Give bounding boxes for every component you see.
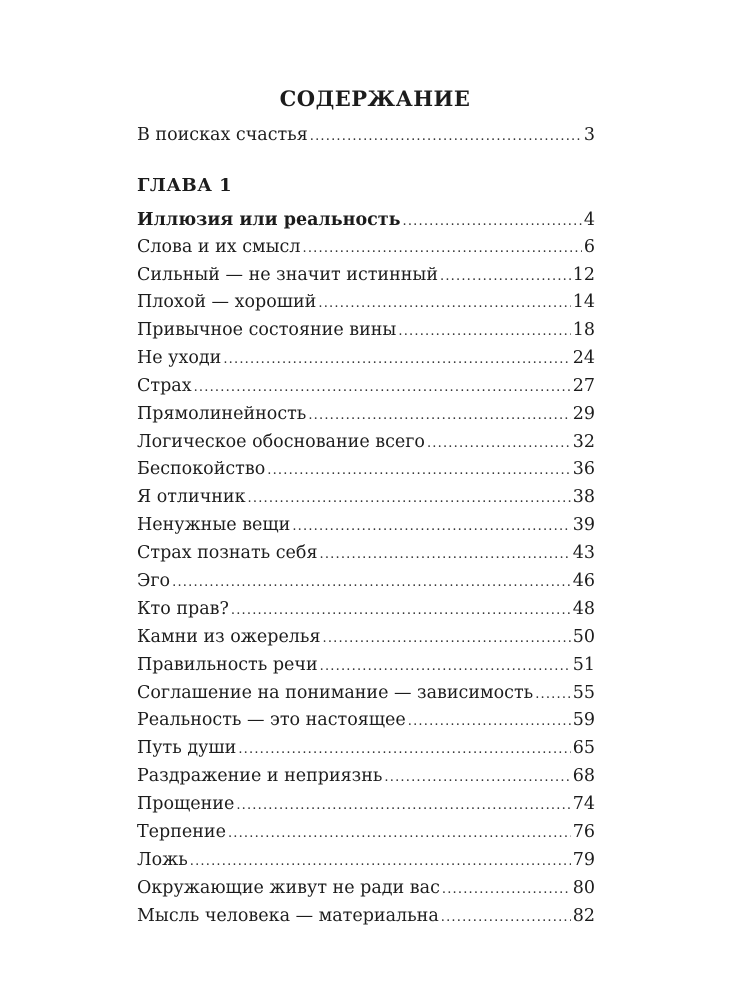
dot-leader bbox=[223, 346, 570, 373]
toc-entry-page: 3 bbox=[583, 125, 595, 145]
toc-entry bbox=[137, 289, 595, 316]
toc-entry-page: 46 bbox=[572, 571, 595, 591]
dot-leader bbox=[194, 374, 571, 401]
toc-entry bbox=[137, 624, 595, 651]
toc-entry-page: 4 bbox=[583, 210, 595, 230]
dot-leader bbox=[320, 541, 571, 568]
toc-entry-page: 14 bbox=[572, 292, 595, 312]
toc-entry bbox=[137, 262, 595, 289]
toc-entry-page: 51 bbox=[572, 655, 595, 675]
toc-entry-label: Правильность речи bbox=[137, 655, 318, 675]
dot-leader bbox=[267, 457, 570, 484]
toc-entry-page: 43 bbox=[572, 543, 595, 563]
toc-entry-page: 68 bbox=[572, 766, 595, 786]
toc-entry bbox=[137, 317, 595, 344]
dot-leader bbox=[403, 208, 582, 235]
dot-leader bbox=[535, 681, 571, 708]
toc-entry-page: 32 bbox=[572, 432, 595, 452]
dot-leader bbox=[408, 708, 571, 735]
toc-entry bbox=[137, 819, 595, 846]
toc-entry-label: Раздражение и неприязнь bbox=[137, 766, 383, 786]
toc-entry-page: 80 bbox=[572, 878, 595, 898]
toc-entry-label: Не уходи bbox=[137, 348, 222, 368]
toc-entry-label: Слова и их смысл bbox=[137, 237, 301, 257]
toc-entry-label: Беспокойство bbox=[137, 459, 266, 479]
toc-entry-label: Камни из ожерелья bbox=[137, 627, 321, 647]
dot-leader bbox=[292, 513, 570, 540]
toc-entry-page: 18 bbox=[572, 320, 595, 340]
toc-entry bbox=[137, 875, 595, 902]
toc-entry bbox=[137, 512, 595, 539]
toc-entry-label: Логическое обоснование всего bbox=[137, 432, 425, 452]
toc-entry-page: 59 bbox=[572, 710, 595, 730]
toc-entry-label: Плохой — хороший bbox=[137, 292, 317, 312]
dot-leader bbox=[236, 792, 570, 819]
toc-entry bbox=[137, 207, 595, 234]
toc-entry-label: Путь души bbox=[137, 738, 237, 758]
dot-leader bbox=[442, 876, 571, 903]
dot-leader bbox=[248, 485, 571, 512]
toc-entry-page: 38 bbox=[572, 487, 595, 507]
toc-entry bbox=[137, 456, 595, 483]
toc-entry-page: 48 bbox=[572, 599, 595, 619]
toc-entry bbox=[137, 735, 595, 762]
toc-entry-label: Страх bbox=[137, 376, 192, 396]
toc-entry-page: 79 bbox=[572, 850, 595, 870]
toc-entry bbox=[137, 903, 595, 930]
toc-entry bbox=[137, 707, 595, 734]
toc-entry-label: В поисках счастья bbox=[137, 125, 308, 145]
toc-entry-label: Терпение bbox=[137, 822, 226, 842]
toc-entry bbox=[137, 373, 595, 400]
dot-leader bbox=[398, 318, 570, 345]
toc-entry-label: Эго bbox=[137, 571, 171, 591]
toc-entry bbox=[137, 484, 595, 511]
dot-leader bbox=[172, 569, 571, 596]
dot-leader bbox=[310, 123, 582, 150]
toc-entry bbox=[137, 680, 595, 707]
toc-entry-label: Привычное состояние вины bbox=[137, 320, 397, 340]
dot-leader bbox=[440, 263, 571, 290]
toc-entry bbox=[137, 763, 595, 790]
toc-entry bbox=[137, 429, 595, 456]
toc-entry bbox=[137, 401, 595, 428]
toc-entry bbox=[137, 652, 595, 679]
toc-entry-label: Сильный — не значит истинный bbox=[137, 265, 439, 285]
dot-leader bbox=[323, 625, 571, 652]
toc-entry bbox=[137, 791, 595, 818]
dot-leader bbox=[427, 430, 571, 457]
toc-entry-label: Окружающие живут не ради вас bbox=[137, 878, 440, 898]
chapter-heading: ГЛАВА 1 bbox=[137, 175, 233, 196]
dot-leader bbox=[190, 848, 571, 875]
toc-entry-page: 65 bbox=[572, 738, 595, 758]
toc-entry-label: Соглашение на понимание — зависимость bbox=[137, 683, 534, 703]
page-title: СОДЕРЖАНИЕ bbox=[279, 86, 471, 111]
toc-entry-page: 12 bbox=[572, 265, 595, 285]
toc-entry bbox=[137, 596, 595, 623]
toc-entry-label: Прямолинейность bbox=[137, 404, 307, 424]
toc-entry-label: Прощение bbox=[137, 794, 235, 814]
toc-entry-page: 6 bbox=[583, 237, 595, 257]
toc-entry-page: 55 bbox=[572, 683, 595, 703]
dot-leader bbox=[320, 653, 571, 680]
dot-leader bbox=[441, 904, 571, 931]
dot-leader bbox=[302, 235, 581, 262]
toc-entry bbox=[137, 540, 595, 567]
toc-entry-intro bbox=[137, 122, 595, 149]
dot-leader bbox=[384, 764, 570, 791]
toc-entry-label: Мысль человека — материальна bbox=[137, 906, 439, 926]
toc-entry bbox=[137, 847, 595, 874]
toc-entry bbox=[137, 568, 595, 595]
toc-entry bbox=[137, 345, 595, 372]
toc-entry-label: Я отличник bbox=[137, 487, 246, 507]
toc-entry bbox=[137, 234, 595, 261]
toc-entry-page: 27 bbox=[572, 376, 595, 396]
toc-entry-label: Иллюзия или реальность bbox=[137, 210, 401, 230]
toc-entry-page: 76 bbox=[572, 822, 595, 842]
toc-entry-page: 39 bbox=[572, 515, 595, 535]
toc-entry-page: 36 bbox=[572, 459, 595, 479]
dot-leader bbox=[231, 597, 571, 624]
toc-entry-label: Кто прав? bbox=[137, 599, 229, 619]
toc-entry-page: 24 bbox=[572, 348, 595, 368]
toc-entry-label: Страх познать себя bbox=[137, 543, 318, 563]
toc-entry-label: Ложь bbox=[137, 850, 188, 870]
toc-entry-label: Ненужные вещи bbox=[137, 515, 291, 535]
toc-entry-page: 50 bbox=[572, 627, 595, 647]
dot-leader bbox=[318, 290, 570, 317]
toc-entry-page: 29 bbox=[572, 404, 595, 424]
dot-leader bbox=[228, 820, 571, 847]
dot-leader bbox=[238, 736, 570, 763]
toc-entry-page: 82 bbox=[572, 906, 595, 926]
toc-entry-label: Реальность — это настоящее bbox=[137, 710, 406, 730]
dot-leader bbox=[308, 402, 570, 429]
toc-entry-page: 74 bbox=[572, 794, 595, 814]
